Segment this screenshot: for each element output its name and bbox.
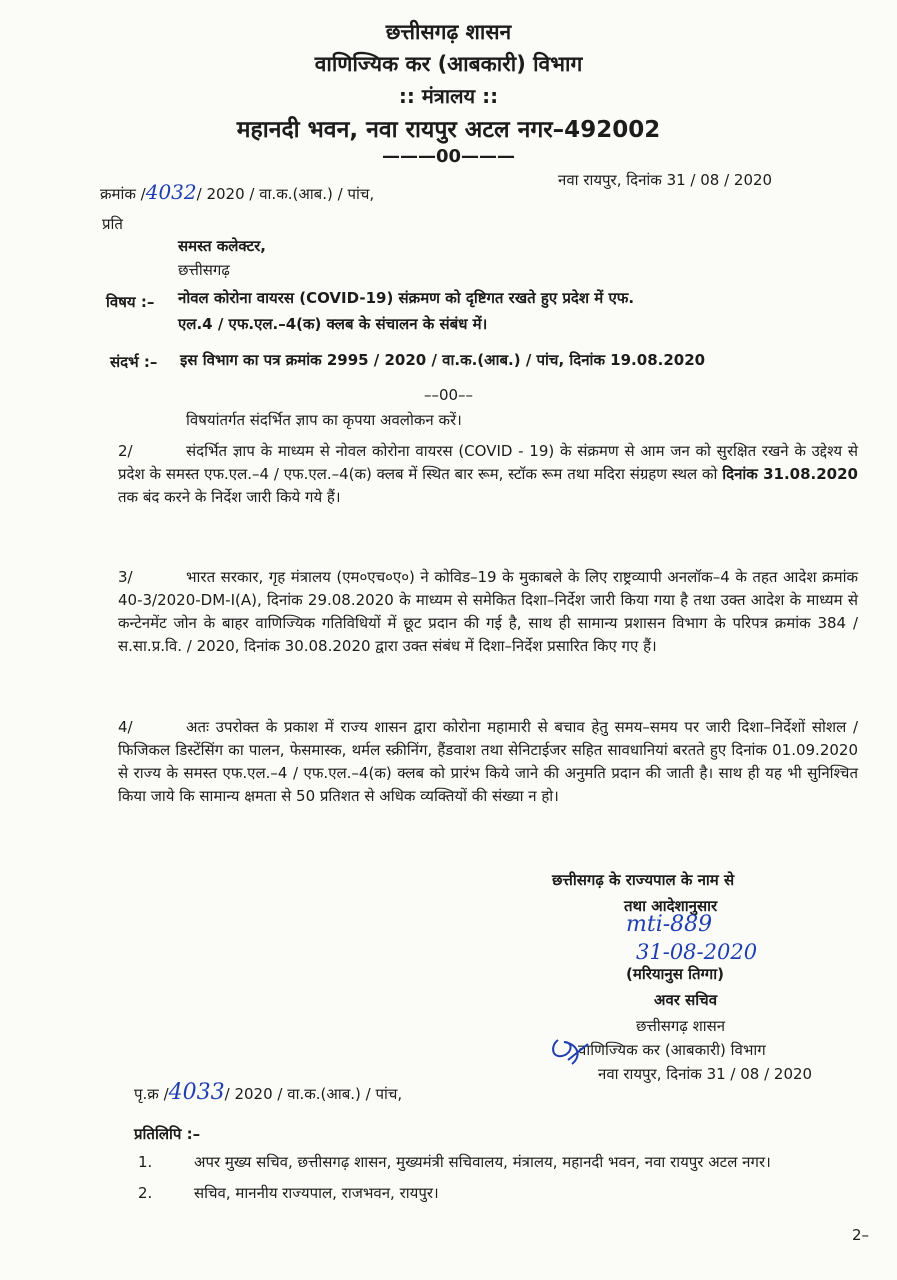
para-2-text-b: तक बंद करने के निर्देश जारी किये गये हैं। [118, 488, 341, 506]
ref-place-date: नवा रायपुर, दिनांक 31 / 08 / 2020 [558, 171, 773, 189]
ref-prefix: क्रमांक / [100, 185, 146, 203]
para-2-number: 2/ [118, 442, 133, 460]
subject-line1: नोवल कोरोना वायरस (COVID-19) संक्रमण को दृष्टिगत रखते हुए प्रदेश में एफ. [178, 289, 635, 307]
copy-item [138, 1150, 858, 1175]
sign-govt: छत्तीसगढ़ शासन [636, 1017, 726, 1035]
subject-label: विषय :– [106, 293, 155, 311]
copy-item-number: 2. [138, 1184, 153, 1202]
copy-item-text: सचिव, माननीय राज्यपाल, राजभवन, रायपुर। [194, 1184, 439, 1202]
para-2 [118, 440, 858, 509]
header-department: वाणिज्यिक कर (आबकारी) विभाग [314, 52, 583, 76]
header-mantralaya: :: मंत्रालय :: [398, 84, 499, 108]
sign-name: (मरियानुस तिग्गा) [626, 965, 724, 983]
endorsement-handwritten-number: 4033 [168, 1080, 225, 1105]
copy-item-number: 1. [138, 1153, 153, 1171]
initial-mark-icon [548, 1032, 596, 1072]
para-3 [118, 566, 858, 658]
sign-designation: अवर सचिव [654, 991, 718, 1009]
copy-item-text: अपर मुख्य सचिव, छत्तीसगढ़ शासन, मुख्यमंत्री सचिवालय, मंत्रालय, महानदी भवन, नवा रायपुर अटल नगर। [194, 1153, 771, 1171]
header-divider: ———00——— [381, 146, 516, 167]
to-addressee: समस्त कलेक्टर, [178, 237, 266, 255]
endorsement-prefix: पृ.क्र / [134, 1085, 169, 1103]
reference-text: इस विभाग का पत्र क्रमांक 2995 / 2020 / वा.क.(आब.) / पांच, दिनांक 19.08.2020 [180, 351, 706, 369]
endorsement-line [134, 1080, 402, 1105]
header-address: महानदी भवन, नवा रायपुर अटल नगर–492002 [236, 117, 661, 143]
para-1: विषयांतर्गत संदर्भित ज्ञाप का कृपया अवलोकन करें। [186, 411, 462, 429]
handwritten-signature: mti-889 [626, 912, 713, 937]
sign-dept: वाणिज्यिक कर (आबकारी) विभाग [578, 1041, 766, 1059]
para-2-text-a: संदर्भित ज्ञाप के माध्यम से नोवल कोरोना वायरस (COVID - 19) के संक्रमण से आम जन को सुरक्षित रखने के उद्देश्य से प्रदेश के समस्त एफ.एल.–4 / एफ.एल.–4(क) क्लब में स्थित बार रूम, स्टॉक रूम तथा मदिरा संग्रहण स्थल को [118, 442, 858, 483]
para-2-bold-date: दिनांक 31.08.2020 [722, 465, 858, 483]
header-govt: छत्तीसगढ़ शासन [385, 20, 512, 44]
sign-order-line: तथा आदेशानुसार [624, 897, 718, 915]
subject-line2: एल.4 / एफ.एल.–4(क) क्लब के संचालन के संबंध में। [178, 315, 488, 333]
endorsement-suffix: / 2020 / वा.क.(आब.) / पांच, [224, 1085, 403, 1103]
copies-label: प्रतिलिपि :– [134, 1125, 201, 1143]
para-4 [118, 716, 858, 808]
handwritten-date: 31-08-2020 [636, 940, 758, 964]
copy-item [138, 1181, 858, 1206]
small-divider: ––00–– [423, 386, 474, 404]
ref-handwritten-number: 4032 [145, 180, 197, 204]
para-4-number: 4/ [118, 718, 133, 736]
sign-governor-line: छत्तीसगढ़ के राज्यपाल के नाम से [552, 871, 735, 889]
para-3-text: भारत सरकार, गृह मंत्रालय (एम०एच०ए०) ने कोविड–19 के मुकाबले के लिए राष्ट्रव्यापी अनलॉक–4 के तहत आदेश क्रमांक 40-3/2020-DM-I(A), दिनांक 29.08.2020 के माध्यम से समेकित दिशा–निर्देश जारी किया गया है तथा उक्त आदेश के माध्यम से कन्टेनमेंट जोन के बाहर वाणिज्यिक गतिविधियों में छूट प्रदान की गई है, साथ ही सामान्य प्रशासन विभाग के परिपत्र क्रमांक 384 / स.सा.प्र.वि. / 2020, दिनांक 30.08.2020 द्वारा उक्त संबंध में दिशा–निर्देश प्रसारित किए गए हैं। [118, 568, 858, 655]
para-3-number: 3/ [118, 568, 133, 586]
copies-list [138, 1150, 858, 1212]
sign-place-date: नवा रायपुर, दिनांक 31 / 08 / 2020 [598, 1065, 813, 1083]
to-label: प्रति [102, 215, 123, 233]
reference-label: संदर्भ :– [110, 353, 158, 371]
ref-number-line [100, 180, 374, 204]
ref-suffix: / 2020 / वा.क.(आब.) / पांच, [196, 185, 375, 203]
to-state: छत्तीसगढ़ [178, 261, 230, 279]
page-continue: 2– [852, 1226, 870, 1244]
para-4-text: अतः उपरोक्त के प्रकाश में राज्य शासन द्वारा कोरोना महामारी से बचाव हेतु समय–समय पर जारी दिशा–निर्देशों सोशल / फिजिकल डिस्टेंसिंग का पालन, फेसमास्क, थर्मल स्क्रीनिंग, हैंडवाश तथा सेनिटाईजर सहित सावधानियां बरतते हुए दिनांक 01.09.2020 से राज्य के समस्त एफ.एल.–4 / एफ.एल.–4(क) क्लब को प्रारंभ किये जाने की अनुमति प्रदान की जाती है। साथ ही यह भी सुनिश्चित किया जाये कि सामान्य क्षमता से 50 प्रतिशत से अधिक व्यक्तियों की संख्या न हो। [118, 718, 858, 805]
